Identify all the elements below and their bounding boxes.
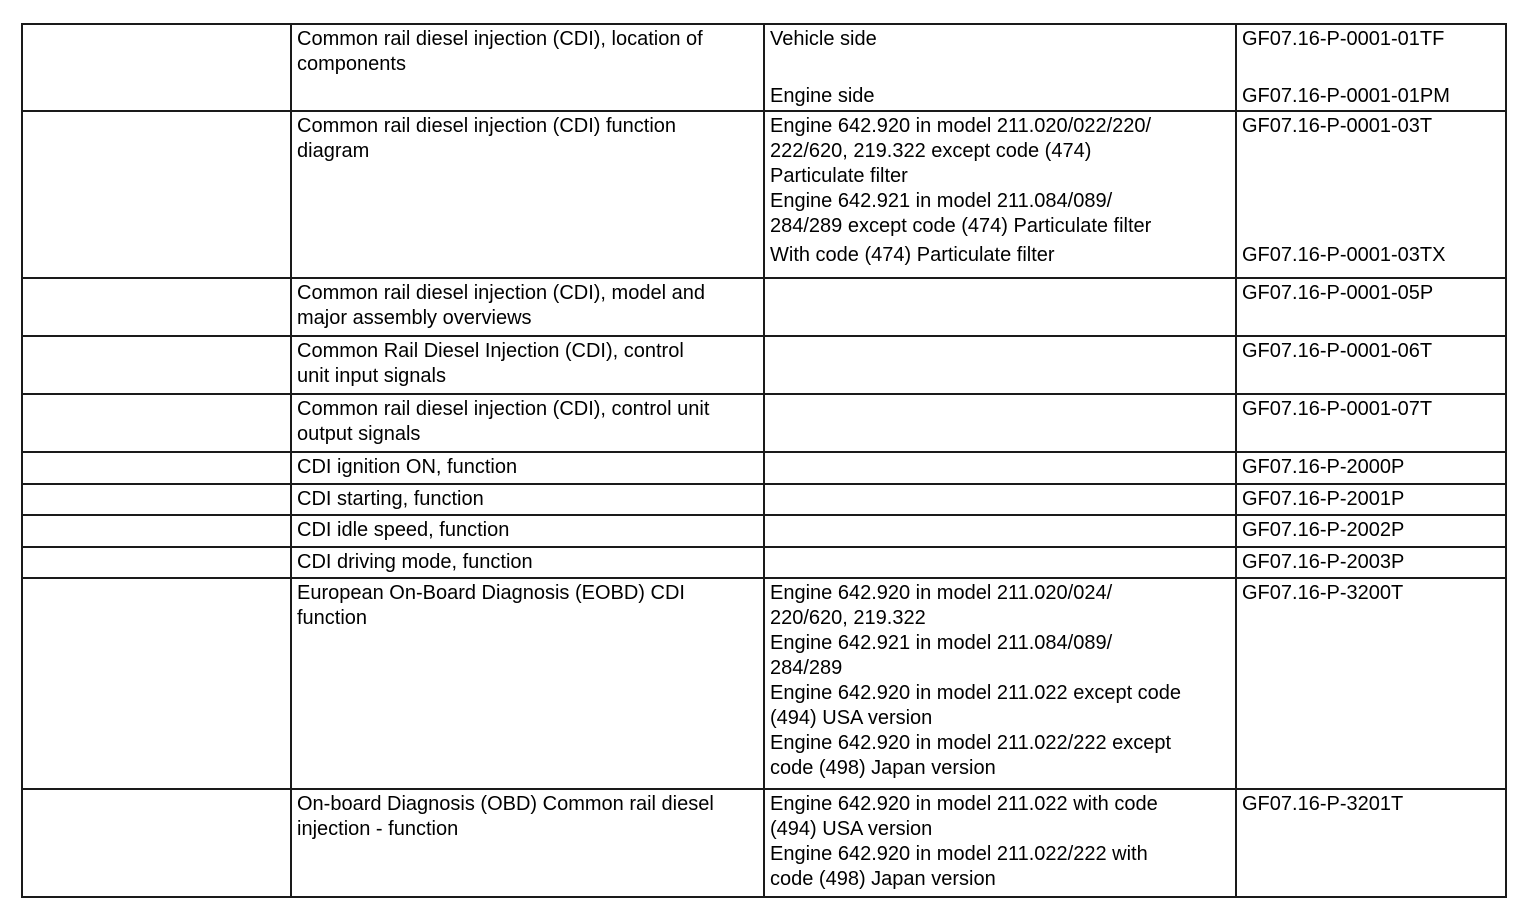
variant-text: (494) USA version: [770, 818, 933, 840]
variant-cell: [764, 394, 1236, 452]
blank-cell: [22, 515, 291, 547]
document-title-line: injection - function: [297, 818, 459, 840]
document-title-cell: [291, 789, 764, 897]
blank-cell: [22, 789, 291, 897]
table-row: [22, 547, 1506, 578]
document-title-line: Common rail diesel injection (CDI), model and: [297, 282, 705, 304]
document-title-line: Common Rail Diesel Injection (CDI), control: [297, 340, 684, 362]
blank-cell: [22, 111, 291, 278]
document-title-line: output signals: [297, 423, 421, 445]
document-title-line: CDI ignition ON, function: [297, 456, 518, 478]
blank-cell: [22, 24, 291, 111]
variant-cell: [764, 278, 1236, 336]
variant-text: Engine 642.920 in model 211.022/222 with: [770, 843, 1148, 865]
document-title-line: European On-Board Diagnosis (EOBD) CDI: [297, 582, 685, 604]
blank-cell: [22, 578, 291, 789]
variant-cell: [764, 515, 1236, 547]
variant-text: Vehicle side: [770, 28, 877, 50]
document-number[interactable]: GF07.16-P-3201T: [1242, 793, 1404, 815]
variant-text: 220/620, 219.322: [770, 607, 926, 629]
document-number[interactable]: GF07.16-P-3200T: [1242, 582, 1404, 604]
document-number[interactable]: GF07.16-P-0001-01TF: [1242, 28, 1445, 50]
variant-cell: [764, 452, 1236, 484]
variant-text: Engine 642.920 in model 211.020/022/220/ 222/620, 219.322 except code (474) Particulate filter Engine 642.921 in model 211.084/089/ 284/289 except code (474) Particulate filter: [770, 115, 1152, 237]
variant-text: Engine side: [770, 85, 875, 107]
document-number-cell: [1236, 336, 1506, 394]
document-title-cell: [291, 547, 764, 578]
variant-text: Engine 642.920 in model 211.020/024/: [770, 582, 1113, 604]
document-number-cell: [1236, 24, 1506, 111]
variant-cell: [764, 547, 1236, 578]
document-number-cell: [1236, 394, 1506, 452]
variant-cell: [764, 24, 1236, 111]
variant-text: code (498) Japan version: [770, 868, 996, 890]
table-row: [22, 452, 1506, 484]
document-number-cell: [1236, 111, 1506, 278]
document-number[interactable]: GF07.16-P-0001-06T: [1242, 340, 1433, 362]
blank-cell: [22, 394, 291, 452]
variant-cell: [764, 578, 1236, 789]
document-number-cell: [1236, 547, 1506, 578]
table-row: [22, 484, 1506, 515]
variant-cell: [764, 484, 1236, 515]
document-number-cell: [1236, 484, 1506, 515]
table-row: [22, 278, 1506, 336]
document-title-line: CDI starting, function: [297, 488, 484, 510]
table-row: [22, 578, 1506, 789]
blank-cell: [22, 547, 291, 578]
document-title-line: diagram: [297, 140, 370, 162]
document-title-line: Common rail diesel injection (CDI) function: [297, 115, 677, 137]
table-row: [22, 24, 1506, 111]
blank-cell: [22, 278, 291, 336]
variant-cell: [764, 789, 1236, 897]
document-title-line: components: [297, 53, 406, 75]
document-title-cell: [291, 578, 764, 789]
variant-text: (494) USA version: [770, 707, 933, 729]
document-number[interactable]: GF07.16-P-0001-05P: [1242, 282, 1434, 304]
blank-cell: [22, 336, 291, 394]
document-number-cell: [1236, 789, 1506, 897]
variant-text: code (498) Japan version: [770, 757, 996, 779]
document-number-cell: [1236, 515, 1506, 547]
document-title-cell: [291, 452, 764, 484]
document-title-line: Common rail diesel injection (CDI), control unit: [297, 398, 710, 420]
variant-text: Engine 642.920 in model 211.022/222 except: [770, 732, 1172, 754]
document-number[interactable]: GF07.16-P-2001P: [1242, 488, 1405, 510]
document-number-cell: [1236, 452, 1506, 484]
document-number[interactable]: GF07.16-P-2002P: [1242, 519, 1405, 541]
variant-text: Engine 642.921 in model 211.084/089/: [770, 632, 1113, 654]
document-number[interactable]: GF07.16-P-0001-03T: [1242, 115, 1433, 137]
document-title-line: CDI idle speed, function: [297, 519, 510, 541]
document-number-cell: [1236, 278, 1506, 336]
blank-cell: [22, 484, 291, 515]
document-number[interactable]: GF07.16-P-0001-03TX: [1242, 244, 1446, 266]
document-title-line: On-board Diagnosis (OBD) Common rail diesel: [297, 793, 714, 815]
table-row: [22, 336, 1506, 394]
variant-text: Engine 642.920 in model 211.022 with code: [770, 793, 1158, 815]
document-title-cell: [291, 394, 764, 452]
document-number-cell: [1236, 578, 1506, 789]
variant-text: 284/289: [770, 657, 843, 679]
table-row: [22, 111, 1506, 278]
document-number[interactable]: GF07.16-P-2003P: [1242, 551, 1405, 573]
document-title-cell: [291, 515, 764, 547]
document-number[interactable]: GF07.16-P-0001-01PM: [1242, 85, 1450, 107]
document-number[interactable]: GF07.16-P-2000P: [1242, 456, 1405, 478]
table-row: [22, 394, 1506, 452]
document-title-cell: [291, 278, 764, 336]
document-title-line: function: [297, 607, 368, 629]
document-title-line: CDI driving mode, function: [297, 551, 533, 573]
variant-text: With code (474) Particulate filter: [770, 244, 1055, 266]
variant-text: Engine 642.920 in model 211.022 except code: [770, 682, 1182, 704]
document-title-cell: [291, 24, 764, 111]
table-row: [22, 789, 1506, 897]
blank-cell: [22, 452, 291, 484]
document-title-cell: [291, 111, 764, 278]
document-title-cell: [291, 336, 764, 394]
document-title-line: Common rail diesel injection (CDI), location of: [297, 28, 703, 50]
component-documentation-table: [21, 23, 1507, 898]
document-number[interactable]: GF07.16-P-0001-07T: [1242, 398, 1433, 420]
document-title-line: major assembly overviews: [297, 307, 532, 329]
variant-cell: [764, 111, 1236, 278]
document-title-cell: [291, 484, 764, 515]
document-title-line: unit input signals: [297, 365, 446, 387]
table-row: [22, 515, 1506, 547]
variant-cell: [764, 336, 1236, 394]
